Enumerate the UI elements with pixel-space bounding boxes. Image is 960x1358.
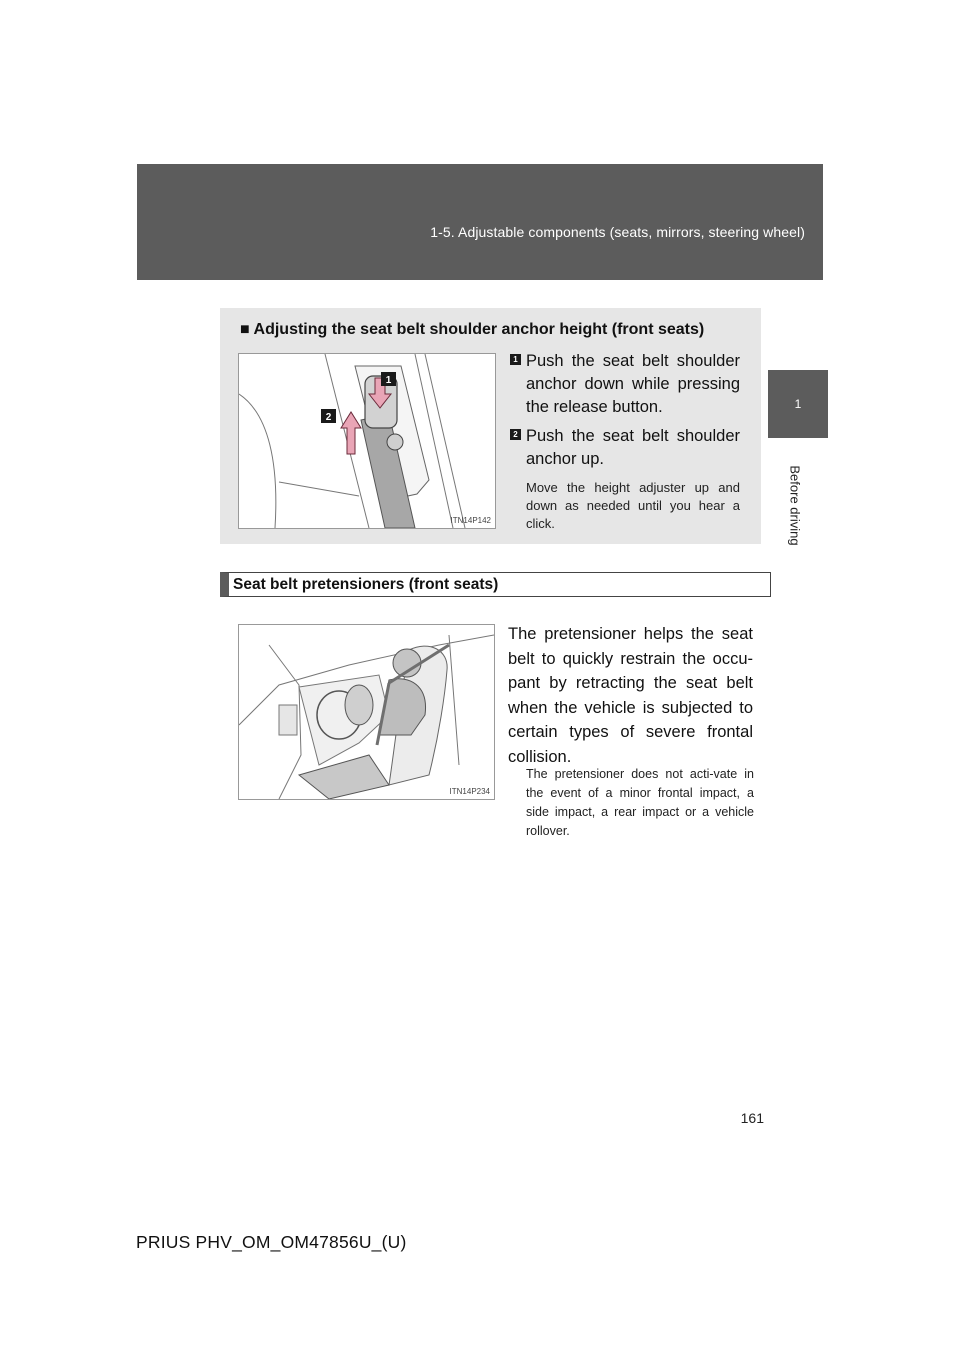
info-box [220,308,761,544]
steps-list [510,350,740,533]
chapter-label: Before driving [787,464,803,546]
pretensioner-note: The pretensioner does not acti-vate in the event of a minor frontal impact, a side impact, a rear impact or a vehicle rollover. [526,767,754,838]
step-number: 1 [510,354,521,365]
figure-code: ITN14P234 [449,787,490,796]
pretensioner-illustration-svg [239,625,494,799]
callout-1-label: 1 [385,375,392,386]
section-title: 1-5. Adjustable components (seats, mirrors, steering wheel) [430,224,805,240]
step-text: Push the seat belt shoulder anchor down while pressing the release button. [526,352,740,416]
step-text: Push the seat belt shoulder anchor up. [526,427,740,468]
callout-2-label: 2 [325,412,332,423]
chapter-number: 1 [794,397,802,411]
chapter-label-container [765,440,825,570]
step-note: Move the height adjuster up and down as needed until you hear a click. [526,480,740,531]
header-band [137,164,823,280]
page-number: 161 [740,1110,764,1126]
anchor-illustration-svg [239,354,495,528]
step-item [510,350,740,419]
anchor-illustration [238,353,496,529]
step-item [510,425,740,471]
step-number: 2 [510,429,521,440]
chapter-tab [768,370,828,438]
figure-code: ITN14P142 [450,516,491,525]
document-id: PRIUS PHV_OM_OM47856U_(U) [136,1232,407,1252]
section-heading: Seat belt pretensioners (front seats) [220,572,771,597]
info-heading: ■ Adjusting the seat belt shoulder anchor height (front seats) [240,321,705,338]
pretensioner-illustration [238,624,495,800]
pretensioner-body: The pretensioner helps the seat belt to quickly restrain the occu-pant by retracting the seat belt when the vehicle is subjected to certain types of severe frontal collision. [508,625,753,766]
